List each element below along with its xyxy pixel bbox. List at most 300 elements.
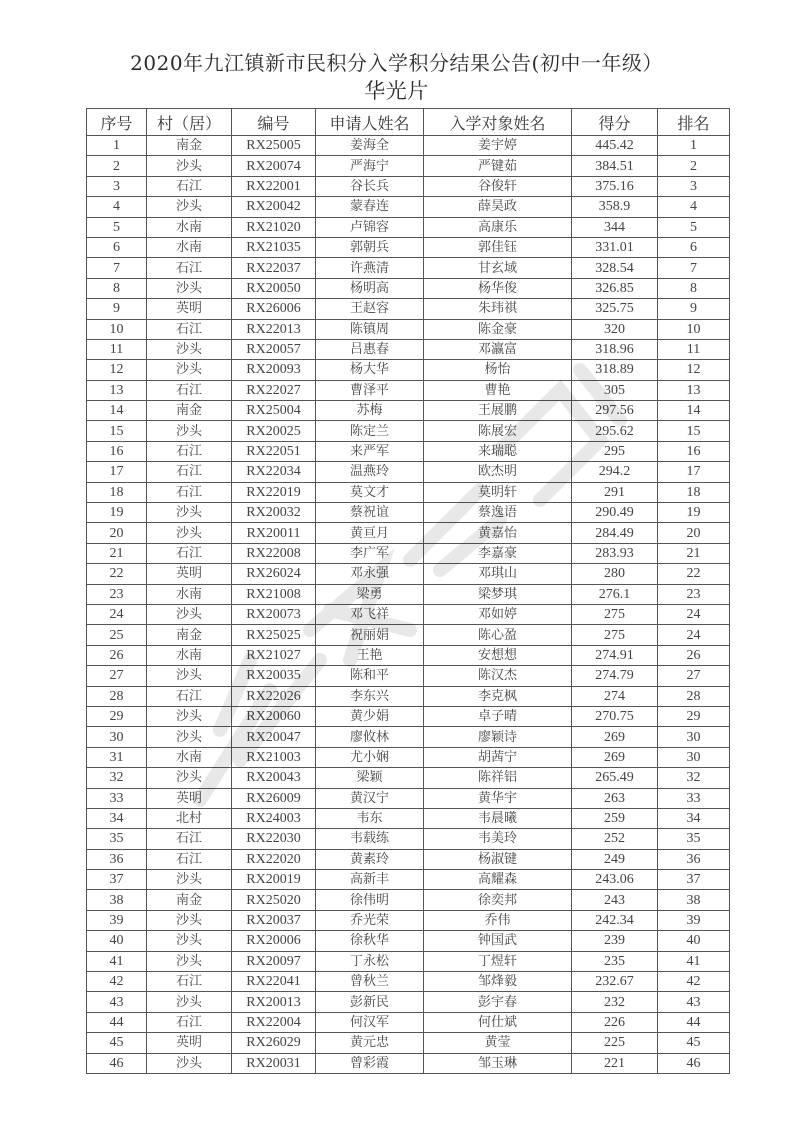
cell-applicant: 吕惠春 xyxy=(316,339,424,359)
cell-rank: 6 xyxy=(658,237,730,257)
cell-applicant: 彭新民 xyxy=(316,992,424,1012)
cell-applicant: 曾秋兰 xyxy=(316,972,424,992)
cell-score: 235 xyxy=(572,951,658,971)
table-row xyxy=(87,1033,730,1053)
cell-village: 英明 xyxy=(147,1033,232,1053)
cell-rank: 11 xyxy=(658,339,730,359)
cell-index: 23 xyxy=(87,584,147,604)
cell-applicant: 许燕清 xyxy=(316,258,424,278)
cell-rank: 41 xyxy=(658,951,730,971)
cell-code: RX21035 xyxy=(232,237,316,257)
header-rank: 排名 xyxy=(658,109,730,136)
cell-applicant: 黄少娟 xyxy=(316,706,424,726)
cell-village: 石江 xyxy=(147,176,232,196)
table-row xyxy=(87,299,730,319)
table-row xyxy=(87,278,730,298)
cell-code: RX22030 xyxy=(232,829,316,849)
cell-index: 2 xyxy=(87,156,147,176)
cell-student: 高耀森 xyxy=(424,870,572,890)
cell-score: 275 xyxy=(572,604,658,624)
cell-score: 328.54 xyxy=(572,258,658,278)
cell-student: 陈祥铝 xyxy=(424,768,572,788)
cell-score: 225 xyxy=(572,1033,658,1053)
cell-code: RX26029 xyxy=(232,1033,316,1053)
cell-village: 石江 xyxy=(147,686,232,706)
cell-index: 39 xyxy=(87,910,147,930)
cell-code: RX22037 xyxy=(232,258,316,278)
cell-code: RX22008 xyxy=(232,543,316,563)
cell-student: 韦美玲 xyxy=(424,829,572,849)
cell-rank: 1 xyxy=(658,136,730,156)
cell-score: 344 xyxy=(572,217,658,237)
cell-code: RX20060 xyxy=(232,706,316,726)
cell-index: 38 xyxy=(87,890,147,910)
cell-village: 石江 xyxy=(147,482,232,502)
cell-code: RX20037 xyxy=(232,910,316,930)
cell-applicant: 苏梅 xyxy=(316,401,424,421)
cell-student: 李嘉豪 xyxy=(424,543,572,563)
cell-code: RX20043 xyxy=(232,768,316,788)
cell-village: 英明 xyxy=(147,299,232,319)
cell-index: 44 xyxy=(87,1012,147,1032)
cell-village: 石江 xyxy=(147,1012,232,1032)
cell-code: RX20006 xyxy=(232,931,316,951)
cell-code: RX20073 xyxy=(232,604,316,624)
cell-rank: 17 xyxy=(658,462,730,482)
cell-score: 243 xyxy=(572,890,658,910)
cell-village: 石江 xyxy=(147,319,232,339)
table-row xyxy=(87,462,730,482)
table-row xyxy=(87,482,730,502)
table-row xyxy=(87,910,730,930)
cell-rank: 42 xyxy=(658,972,730,992)
cell-student: 乔伟 xyxy=(424,910,572,930)
cell-applicant: 严海宁 xyxy=(316,156,424,176)
cell-code: RX21020 xyxy=(232,217,316,237)
cell-village: 沙头 xyxy=(147,1053,232,1073)
cell-score: 221 xyxy=(572,1053,658,1073)
cell-index: 31 xyxy=(87,747,147,767)
cell-rank: 28 xyxy=(658,686,730,706)
cell-code: RX22026 xyxy=(232,686,316,706)
cell-index: 11 xyxy=(87,339,147,359)
cell-score: 384.51 xyxy=(572,156,658,176)
table-row xyxy=(87,768,730,788)
table-row xyxy=(87,829,730,849)
table-row xyxy=(87,645,730,665)
cell-applicant: 陈镇周 xyxy=(316,319,424,339)
cell-rank: 8 xyxy=(658,278,730,298)
cell-village: 沙头 xyxy=(147,197,232,217)
cell-student: 郭佳钰 xyxy=(424,237,572,257)
table-row xyxy=(87,972,730,992)
cell-student: 莫明轩 xyxy=(424,482,572,502)
cell-rank: 16 xyxy=(658,441,730,461)
cell-village: 沙头 xyxy=(147,421,232,441)
cell-code: RX25005 xyxy=(232,136,316,156)
cell-index: 36 xyxy=(87,849,147,869)
cell-index: 7 xyxy=(87,258,147,278)
cell-student: 高康乐 xyxy=(424,217,572,237)
cell-student: 卓子晴 xyxy=(424,706,572,726)
cell-student: 邓瀛富 xyxy=(424,339,572,359)
cell-code: RX20097 xyxy=(232,951,316,971)
cell-code: RX21027 xyxy=(232,645,316,665)
cell-village: 水南 xyxy=(147,217,232,237)
cell-score: 274.91 xyxy=(572,645,658,665)
table-row xyxy=(87,503,730,523)
cell-index: 25 xyxy=(87,625,147,645)
cell-applicant: 李东兴 xyxy=(316,686,424,706)
cell-student: 王展鹏 xyxy=(424,401,572,421)
cell-rank: 30 xyxy=(658,727,730,747)
table-row xyxy=(87,543,730,563)
cell-rank: 14 xyxy=(658,401,730,421)
cell-score: 263 xyxy=(572,788,658,808)
cell-score: 243.06 xyxy=(572,870,658,890)
cell-score: 226 xyxy=(572,1012,658,1032)
cell-applicant: 曾彩霞 xyxy=(316,1053,424,1073)
cell-applicant: 邓永强 xyxy=(316,564,424,584)
cell-code: RX20074 xyxy=(232,156,316,176)
cell-score: 291 xyxy=(572,482,658,502)
cell-index: 10 xyxy=(87,319,147,339)
cell-score: 284.49 xyxy=(572,523,658,543)
cell-student: 陈金豪 xyxy=(424,319,572,339)
cell-score: 326.85 xyxy=(572,278,658,298)
cell-code: RX20042 xyxy=(232,197,316,217)
cell-rank: 24 xyxy=(658,625,730,645)
table-row xyxy=(87,136,730,156)
cell-rank: 3 xyxy=(658,176,730,196)
cell-applicant: 李广军 xyxy=(316,543,424,563)
cell-code: RX20032 xyxy=(232,503,316,523)
cell-applicant: 黄元忠 xyxy=(316,1033,424,1053)
cell-applicant: 温燕玲 xyxy=(316,462,424,482)
cell-rank: 22 xyxy=(658,564,730,584)
cell-student: 邓如婷 xyxy=(424,604,572,624)
cell-index: 20 xyxy=(87,523,147,543)
cell-applicant: 郭朝兵 xyxy=(316,237,424,257)
cell-student: 彭宇春 xyxy=(424,992,572,1012)
cell-village: 沙头 xyxy=(147,727,232,747)
cell-index: 12 xyxy=(87,360,147,380)
cell-rank: 29 xyxy=(658,706,730,726)
cell-applicant: 蔡祝谊 xyxy=(316,503,424,523)
cell-rank: 20 xyxy=(658,523,730,543)
cell-rank: 44 xyxy=(658,1012,730,1032)
table-row xyxy=(87,1012,730,1032)
cell-index: 1 xyxy=(87,136,147,156)
cell-score: 283.93 xyxy=(572,543,658,563)
table-row xyxy=(87,992,730,1012)
cell-score: 318.89 xyxy=(572,360,658,380)
cell-code: RX24003 xyxy=(232,808,316,828)
cell-rank: 2 xyxy=(658,156,730,176)
cell-village: 石江 xyxy=(147,462,232,482)
cell-student: 钟国武 xyxy=(424,931,572,951)
cell-index: 42 xyxy=(87,972,147,992)
cell-applicant: 高新丰 xyxy=(316,870,424,890)
cell-applicant: 徐秋华 xyxy=(316,931,424,951)
cell-score: 269 xyxy=(572,747,658,767)
cell-rank: 10 xyxy=(658,319,730,339)
cell-index: 46 xyxy=(87,1053,147,1073)
cell-index: 30 xyxy=(87,727,147,747)
cell-rank: 37 xyxy=(658,870,730,890)
cell-score: 325.75 xyxy=(572,299,658,319)
cell-student: 蔡逸语 xyxy=(424,503,572,523)
document-subtitle: 华光片 xyxy=(364,79,429,103)
cell-code: RX20093 xyxy=(232,360,316,380)
cell-score: 295 xyxy=(572,441,658,461)
cell-code: RX26009 xyxy=(232,788,316,808)
table-row xyxy=(87,951,730,971)
cell-village: 沙头 xyxy=(147,706,232,726)
cell-score: 295.62 xyxy=(572,421,658,441)
cell-score: 297.56 xyxy=(572,401,658,421)
cell-index: 40 xyxy=(87,931,147,951)
table-row xyxy=(87,625,730,645)
cell-student: 杨怡 xyxy=(424,360,572,380)
cell-village: 石江 xyxy=(147,258,232,278)
cell-code: RX26006 xyxy=(232,299,316,319)
cell-code: RX22019 xyxy=(232,482,316,502)
cell-index: 18 xyxy=(87,482,147,502)
cell-student: 邓琪山 xyxy=(424,564,572,584)
cell-code: RX22027 xyxy=(232,380,316,400)
cell-rank: 32 xyxy=(658,768,730,788)
table-row xyxy=(87,1053,730,1073)
cell-code: RX26024 xyxy=(232,564,316,584)
cell-index: 45 xyxy=(87,1033,147,1053)
table-row xyxy=(87,217,730,237)
cell-index: 34 xyxy=(87,808,147,828)
cell-village: 石江 xyxy=(147,972,232,992)
cell-student: 来瑞聪 xyxy=(424,441,572,461)
document-title: 2020年九江镇新市民积分入学积分结果公告(初中一年级） xyxy=(130,51,663,75)
cell-applicant: 来严军 xyxy=(316,441,424,461)
cell-applicant: 卢锦容 xyxy=(316,217,424,237)
table-row xyxy=(87,890,730,910)
table-row xyxy=(87,523,730,543)
cell-student: 丁煜轩 xyxy=(424,951,572,971)
cell-village: 沙头 xyxy=(147,503,232,523)
cell-village: 沙头 xyxy=(147,992,232,1012)
cell-code: RX22004 xyxy=(232,1012,316,1032)
cell-index: 8 xyxy=(87,278,147,298)
cell-score: 445.42 xyxy=(572,136,658,156)
table-row xyxy=(87,604,730,624)
cell-score: 290.49 xyxy=(572,503,658,523)
cell-rank: 21 xyxy=(658,543,730,563)
table-row xyxy=(87,421,730,441)
cell-rank: 18 xyxy=(658,482,730,502)
cell-score: 274.79 xyxy=(572,666,658,686)
cell-student: 曹艳 xyxy=(424,380,572,400)
cell-village: 南金 xyxy=(147,890,232,910)
cell-student: 姜宇婷 xyxy=(424,136,572,156)
cell-applicant: 黄素玲 xyxy=(316,849,424,869)
cell-student: 朱玮祺 xyxy=(424,299,572,319)
cell-score: 358.9 xyxy=(572,197,658,217)
cell-applicant: 邓飞祥 xyxy=(316,604,424,624)
cell-village: 沙头 xyxy=(147,931,232,951)
cell-student: 陈汉杰 xyxy=(424,666,572,686)
cell-village: 南金 xyxy=(147,625,232,645)
cell-applicant: 曹泽平 xyxy=(316,380,424,400)
cell-student: 徐奕邦 xyxy=(424,890,572,910)
cell-index: 27 xyxy=(87,666,147,686)
cell-rank: 38 xyxy=(658,890,730,910)
cell-score: 232.67 xyxy=(572,972,658,992)
table-row xyxy=(87,706,730,726)
cell-index: 17 xyxy=(87,462,147,482)
cell-index: 32 xyxy=(87,768,147,788)
cell-score: 320 xyxy=(572,319,658,339)
header-index: 序号 xyxy=(87,109,147,136)
cell-index: 4 xyxy=(87,197,147,217)
cell-applicant: 梁颖 xyxy=(316,768,424,788)
cell-village: 沙头 xyxy=(147,278,232,298)
cell-index: 21 xyxy=(87,543,147,563)
cell-student: 杨华俊 xyxy=(424,278,572,298)
header-score: 得分 xyxy=(572,109,658,136)
header-code: 编号 xyxy=(232,109,316,136)
cell-index: 26 xyxy=(87,645,147,665)
cell-student: 黄莹 xyxy=(424,1033,572,1053)
cell-index: 41 xyxy=(87,951,147,971)
table-row xyxy=(87,931,730,951)
cell-code: RX25004 xyxy=(232,401,316,421)
cell-code: RX22001 xyxy=(232,176,316,196)
cell-rank: 9 xyxy=(658,299,730,319)
cell-code: RX20013 xyxy=(232,992,316,1012)
cell-rank: 12 xyxy=(658,360,730,380)
cell-index: 35 xyxy=(87,829,147,849)
cell-student: 邹烽毅 xyxy=(424,972,572,992)
cell-applicant: 莫文才 xyxy=(316,482,424,502)
cell-code: RX25020 xyxy=(232,890,316,910)
cell-student: 韦晨曦 xyxy=(424,808,572,828)
cell-village: 北村 xyxy=(147,808,232,828)
table-row xyxy=(87,237,730,257)
cell-village: 沙头 xyxy=(147,156,232,176)
cell-rank: 27 xyxy=(658,666,730,686)
header-village: 村（居） xyxy=(147,109,232,136)
cell-code: RX22034 xyxy=(232,462,316,482)
table-row xyxy=(87,727,730,747)
cell-code: RX22051 xyxy=(232,441,316,461)
cell-village: 沙头 xyxy=(147,910,232,930)
cell-index: 43 xyxy=(87,992,147,1012)
cell-code: RX21003 xyxy=(232,747,316,767)
cell-rank: 30 xyxy=(658,747,730,767)
cell-applicant: 黄汉宁 xyxy=(316,788,424,808)
cell-index: 29 xyxy=(87,706,147,726)
cell-code: RX25025 xyxy=(232,625,316,645)
cell-code: RX22041 xyxy=(232,972,316,992)
cell-village: 沙头 xyxy=(147,339,232,359)
cell-student: 薛昊政 xyxy=(424,197,572,217)
cell-student: 黄嘉怡 xyxy=(424,523,572,543)
cell-code: RX20047 xyxy=(232,727,316,747)
cell-rank: 43 xyxy=(658,992,730,1012)
cell-village: 沙头 xyxy=(147,604,232,624)
cell-rank: 33 xyxy=(658,788,730,808)
cell-rank: 35 xyxy=(658,829,730,849)
cell-score: 270.75 xyxy=(572,706,658,726)
cell-score: 259 xyxy=(572,808,658,828)
table-row xyxy=(87,197,730,217)
cell-score: 305 xyxy=(572,380,658,400)
cell-rank: 45 xyxy=(658,1033,730,1053)
cell-rank: 13 xyxy=(658,380,730,400)
cell-village: 石江 xyxy=(147,829,232,849)
cell-applicant: 谷长兵 xyxy=(316,176,424,196)
cell-student: 安想想 xyxy=(424,645,572,665)
cell-rank: 7 xyxy=(658,258,730,278)
table-header-row xyxy=(87,109,730,136)
table-row xyxy=(87,564,730,584)
cell-index: 37 xyxy=(87,870,147,890)
cell-applicant: 王艳 xyxy=(316,645,424,665)
cell-index: 15 xyxy=(87,421,147,441)
table-row xyxy=(87,319,730,339)
cell-index: 3 xyxy=(87,176,147,196)
cell-score: 331.01 xyxy=(572,237,658,257)
cell-score: 276.1 xyxy=(572,584,658,604)
cell-score: 265.49 xyxy=(572,768,658,788)
cell-applicant: 王赵容 xyxy=(316,299,424,319)
table-row xyxy=(87,401,730,421)
cell-rank: 4 xyxy=(658,197,730,217)
table-row xyxy=(87,747,730,767)
cell-applicant: 姜海全 xyxy=(316,136,424,156)
cell-index: 9 xyxy=(87,299,147,319)
cell-score: 275 xyxy=(572,625,658,645)
cell-applicant: 尤小娴 xyxy=(316,747,424,767)
cell-index: 24 xyxy=(87,604,147,624)
cell-score: 232 xyxy=(572,992,658,1012)
cell-rank: 39 xyxy=(658,910,730,930)
cell-village: 石江 xyxy=(147,380,232,400)
cell-applicant: 乔光荣 xyxy=(316,910,424,930)
cell-student: 陈心盈 xyxy=(424,625,572,645)
cell-applicant: 韦载练 xyxy=(316,829,424,849)
table-row xyxy=(87,156,730,176)
cell-score: 269 xyxy=(572,727,658,747)
cell-applicant: 廖攸林 xyxy=(316,727,424,747)
cell-score: 318.96 xyxy=(572,339,658,359)
cell-applicant: 丁永松 xyxy=(316,951,424,971)
cell-village: 沙头 xyxy=(147,870,232,890)
cell-score: 239 xyxy=(572,931,658,951)
cell-student: 廖颖诗 xyxy=(424,727,572,747)
cell-score: 274 xyxy=(572,686,658,706)
cell-code: RX22013 xyxy=(232,319,316,339)
table-row xyxy=(87,666,730,686)
cell-score: 249 xyxy=(572,849,658,869)
cell-applicant: 蒙春连 xyxy=(316,197,424,217)
cell-applicant: 陈和平 xyxy=(316,666,424,686)
cell-code: RX20019 xyxy=(232,870,316,890)
cell-village: 沙头 xyxy=(147,768,232,788)
cell-code: RX22020 xyxy=(232,849,316,869)
cell-rank: 46 xyxy=(658,1053,730,1073)
cell-rank: 36 xyxy=(658,849,730,869)
cell-index: 6 xyxy=(87,237,147,257)
